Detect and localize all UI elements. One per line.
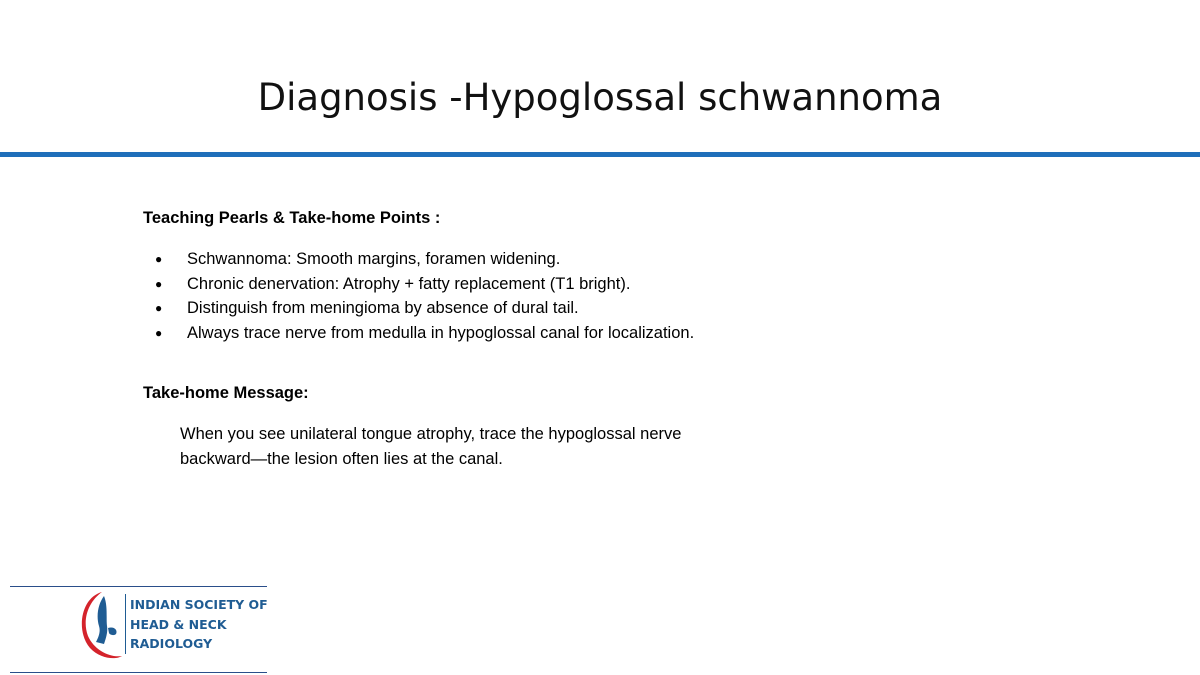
slide-title: Diagnosis -Hypoglossal schwannoma	[257, 76, 943, 119]
pearls-list	[143, 247, 703, 345]
pearls-heading: Teaching Pearls & Take-home Points :	[143, 209, 441, 227]
list-item: ● Schwannoma: Smooth margins, foramen widening.	[143, 247, 703, 272]
logo-line: RADIOLOGY	[130, 636, 213, 651]
logo-divider	[125, 594, 126, 654]
footer-top-rule	[10, 586, 267, 587]
list-item: ● Distinguish from meningioma by absence of dural tail.	[143, 296, 703, 321]
message-heading: Take-home Message:	[143, 384, 309, 402]
logo-line: HEAD & NECK	[130, 616, 227, 632]
list-item: ● Chronic denervation: Atrophy + fatty replacement (T1 bright).	[143, 272, 703, 297]
society-logo-text	[130, 595, 268, 654]
footer-bottom-rule	[10, 672, 267, 673]
message-body: When you see unilateral tongue atrophy, trace the hypoglossal nerve backward—the lesion often lies at the canal.	[180, 425, 682, 468]
title-divider	[0, 152, 1200, 157]
logo-line: INDIAN SOCIETY OF	[130, 597, 268, 612]
society-logo-icon	[74, 588, 124, 664]
list-item: ● Always trace nerve from medulla in hypoglossal canal for localization.	[143, 321, 703, 346]
